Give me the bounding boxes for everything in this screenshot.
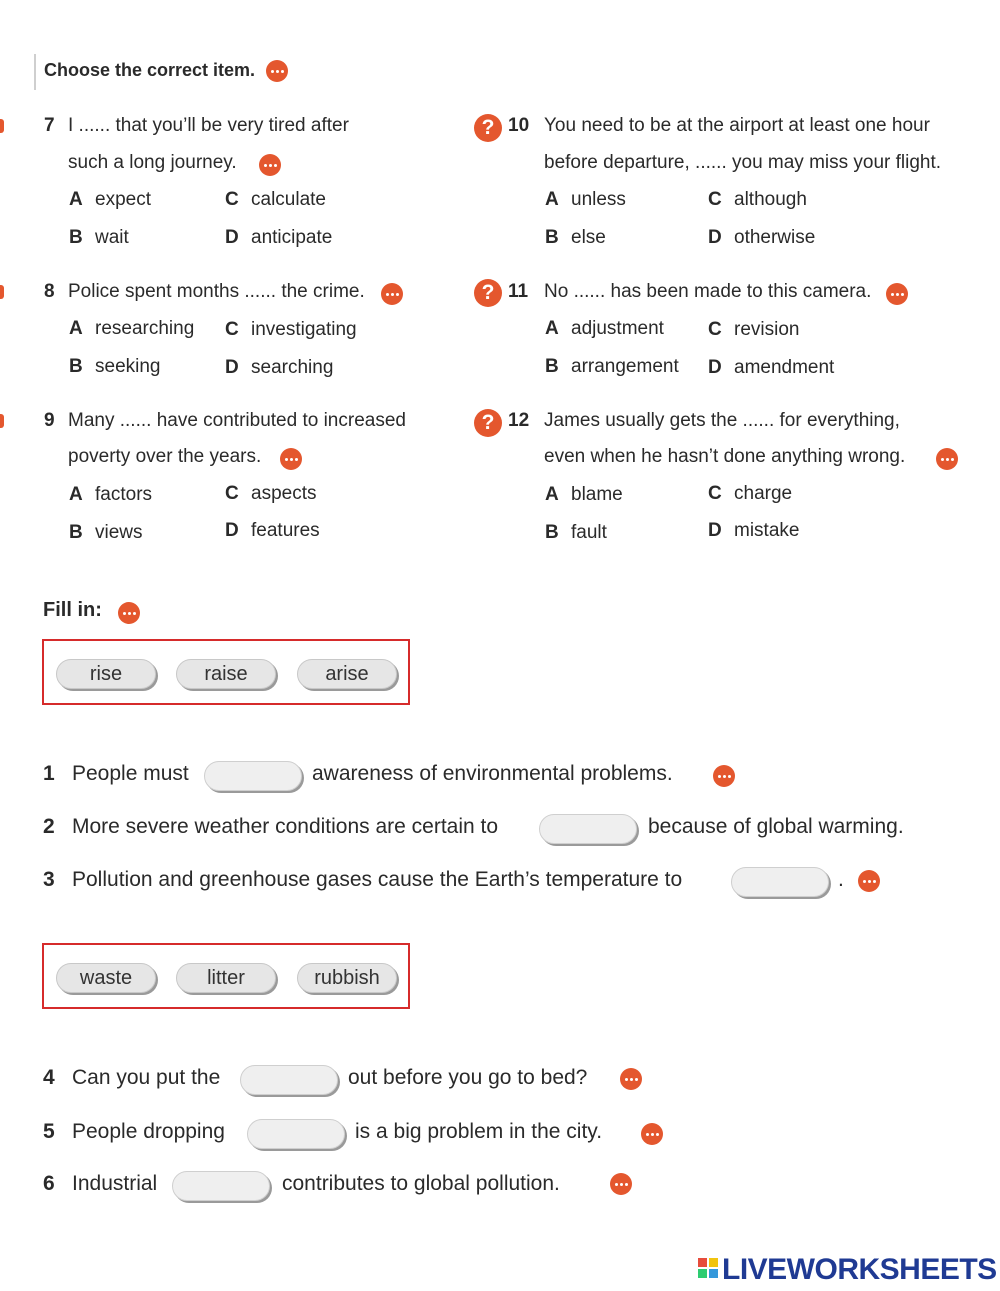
liveworksheets-logo-icon (698, 1258, 720, 1284)
q7-option-a[interactable] (69, 188, 151, 212)
q12-option-b[interactable] (545, 521, 607, 545)
q7-option-b-letter: B (69, 227, 83, 248)
q12-line2: even when he hasn’t done anything wrong. (544, 446, 906, 467)
q11-option-b[interactable] (545, 355, 679, 379)
q8-option-d-text: searching (251, 357, 334, 378)
q9-audio-icon[interactable] (280, 448, 302, 470)
q11-option-c[interactable] (708, 318, 799, 342)
q8-option-c-letter: C (225, 319, 239, 340)
sentence-1-number: 1 (43, 762, 55, 785)
sentence-2-after: because of global warming. (648, 815, 904, 838)
q11-option-d-text: amendment (734, 357, 835, 378)
word-chip-raise[interactable]: raise (176, 659, 276, 689)
q7-marker (0, 119, 4, 133)
q10-option-a[interactable] (545, 188, 626, 212)
q11-option-b-letter: B (545, 356, 559, 377)
q10-option-d-text: otherwise (734, 227, 816, 248)
q10-option-a-text: unless (571, 189, 626, 210)
q9-line2: poverty over the years. (68, 446, 262, 467)
q7-number: 7 (44, 115, 55, 136)
sentence-2-number: 2 (43, 815, 55, 838)
q12-help-icon[interactable]: ? (474, 409, 502, 437)
q12-option-b-letter: B (545, 522, 559, 543)
q9-option-c-text: aspects (251, 483, 317, 504)
liveworksheets-logo: LIVEWORKSHEETS (722, 1253, 997, 1286)
q8-option-d[interactable] (225, 356, 333, 380)
q7-option-b[interactable] (69, 226, 129, 250)
q10-help-icon[interactable]: ? (474, 114, 502, 142)
q12-option-a-letter: A (545, 484, 559, 505)
q8-line1: Police spent months ...... the crime. (68, 281, 365, 302)
q8-option-a-text: researching (95, 318, 195, 339)
q9-option-d[interactable] (225, 519, 320, 543)
q9-marker (0, 414, 4, 428)
sentence-6-answer-input[interactable] (172, 1171, 270, 1201)
q8-option-b[interactable] (69, 355, 161, 379)
q8-option-b-letter: B (69, 356, 83, 377)
q12-option-b-text: fault (571, 522, 607, 543)
q9-option-b-letter: B (69, 522, 83, 543)
sentence-4-audio-icon[interactable] (620, 1068, 642, 1090)
q7-option-d[interactable] (225, 226, 332, 250)
sentence-3-after: . (838, 868, 844, 891)
sentence-6-audio-icon[interactable] (610, 1173, 632, 1195)
q12-option-a[interactable] (545, 483, 623, 507)
sentence-5-number: 5 (43, 1120, 55, 1143)
sentence-1-after: awareness of environmental problems. (312, 762, 673, 785)
q11-option-c-text: revision (734, 319, 800, 340)
q11-line1: No ...... has been made to this camera. (544, 281, 872, 302)
q10-option-a-letter: A (545, 189, 559, 210)
q11-option-d-letter: D (708, 357, 722, 378)
q7-option-c-text: calculate (251, 189, 326, 210)
q12-option-d-text: mistake (734, 520, 800, 541)
word-bank-1 (42, 639, 410, 705)
q10-option-d-letter: D (708, 227, 722, 248)
q10-option-b[interactable] (545, 226, 606, 250)
sentence-6-before: Industrial (72, 1172, 158, 1195)
q9-option-a[interactable] (69, 483, 152, 507)
section1-title: Choose the correct item. (44, 60, 256, 80)
word-chip-arise[interactable]: arise (297, 659, 397, 689)
q9-option-c[interactable] (225, 482, 316, 506)
section2-audio-icon[interactable] (118, 602, 140, 624)
sentence-5-before: People dropping (72, 1120, 225, 1143)
word-chip-rise[interactable]: rise (56, 659, 156, 689)
q11-help-icon[interactable]: ? (474, 279, 502, 307)
q12-number: 12 (508, 410, 530, 431)
q9-option-c-letter: C (225, 483, 239, 504)
q7-option-a-text: expect (95, 189, 151, 210)
q8-option-c-text: investigating (251, 319, 357, 340)
q9-option-d-text: features (251, 520, 320, 541)
q8-number: 8 (44, 281, 55, 302)
q7-audio-icon[interactable] (259, 154, 281, 176)
sentence-4-after: out before you go to bed? (348, 1066, 588, 1089)
word-chip-litter[interactable]: litter (176, 963, 276, 993)
q7-line1: I ...... that you’ll be very tired after (68, 115, 349, 136)
q11-option-d[interactable] (708, 356, 834, 380)
q12-option-c-text: charge (734, 483, 793, 504)
sentence-1-audio-icon[interactable] (713, 765, 735, 787)
q12-audio-icon[interactable] (936, 448, 958, 470)
q11-number: 11 (508, 281, 529, 302)
q12-option-d[interactable] (708, 519, 799, 543)
sentence-5-answer-input[interactable] (247, 1119, 345, 1149)
sentence-1-answer-input[interactable] (204, 761, 302, 791)
q12-option-c-letter: C (708, 483, 722, 504)
section1-audio-icon[interactable] (266, 60, 288, 82)
q10-number: 10 (508, 115, 530, 136)
q8-option-b-text: seeking (95, 356, 161, 377)
sentence-4-before: Can you put the (72, 1066, 221, 1089)
q7-option-d-text: anticipate (251, 227, 333, 248)
sentence-3-number: 3 (43, 868, 55, 891)
q11-option-a[interactable] (545, 317, 664, 341)
section2-title: Fill in: (43, 599, 102, 621)
q9-number: 9 (44, 410, 55, 431)
q10-option-c-letter: C (708, 189, 722, 210)
word-bank-2 (42, 943, 410, 1009)
q7-option-b-text: wait (95, 227, 129, 248)
q10-option-b-letter: B (545, 227, 559, 248)
q12-option-d-letter: D (708, 520, 722, 541)
q12-option-a-text: blame (571, 484, 623, 505)
q8-option-d-letter: D (225, 357, 239, 378)
q9-option-d-letter: D (225, 520, 239, 541)
sentence-1-before: People must (72, 762, 189, 785)
q12-option-c[interactable] (708, 482, 792, 506)
q10-option-c[interactable] (708, 188, 807, 212)
q9-option-a-letter: A (69, 484, 83, 505)
sentence-4-answer-input[interactable] (240, 1065, 338, 1095)
sentence-4-number: 4 (43, 1066, 55, 1089)
sentence-2-answer-input[interactable] (539, 814, 637, 844)
sentence-3-before: Pollution and greenhouse gases cause the Earth’s temperature to (72, 868, 683, 891)
q9-option-b[interactable] (69, 521, 143, 545)
q7-option-c-letter: C (225, 189, 239, 210)
q12-line1: James usually gets the ...... for everything, (544, 410, 900, 431)
q7-option-a-letter: A (69, 189, 83, 210)
q7-line2: such a long journey. (68, 152, 237, 173)
sentence-5-audio-icon[interactable] (641, 1123, 663, 1145)
q8-audio-icon[interactable] (381, 283, 403, 305)
word-chip-rubbish[interactable]: rubbish (297, 963, 397, 993)
q11-option-a-letter: A (545, 318, 559, 339)
heading-divider (34, 54, 36, 90)
q11-option-c-letter: C (708, 319, 722, 340)
q9-line1: Many ...... have contributed to increased (68, 410, 406, 431)
q10-option-d[interactable] (708, 226, 815, 250)
q11-option-b-text: arrangement (571, 356, 679, 377)
sentence-3-audio-icon[interactable] (858, 870, 880, 892)
q8-marker (0, 285, 4, 299)
word-chip-waste[interactable]: waste (56, 963, 156, 993)
q10-line1: You need to be at the airport at least one hour (544, 115, 930, 136)
sentence-5-after: is a big problem in the city. (355, 1120, 603, 1143)
sentence-6-after: contributes to global pollution. (282, 1172, 560, 1195)
q9-option-b-text: views (95, 522, 143, 543)
sentence-2-before: More severe weather conditions are certain to (72, 815, 499, 838)
q9-option-a-text: factors (95, 484, 153, 505)
q10-option-c-text: although (734, 189, 807, 210)
sentence-3-answer-input[interactable] (731, 867, 829, 897)
q7-option-d-letter: D (225, 227, 239, 248)
q8-option-a-letter: A (69, 318, 83, 339)
q11-audio-icon[interactable] (886, 283, 908, 305)
q7-option-c[interactable] (225, 188, 326, 212)
q8-option-c[interactable] (225, 318, 357, 342)
q8-option-a[interactable] (69, 317, 194, 341)
q10-option-b-text: else (571, 227, 606, 248)
sentence-6-number: 6 (43, 1172, 55, 1195)
q10-line2: before departure, ...... you may miss your flight. (544, 152, 942, 173)
q11-option-a-text: adjustment (571, 318, 664, 339)
